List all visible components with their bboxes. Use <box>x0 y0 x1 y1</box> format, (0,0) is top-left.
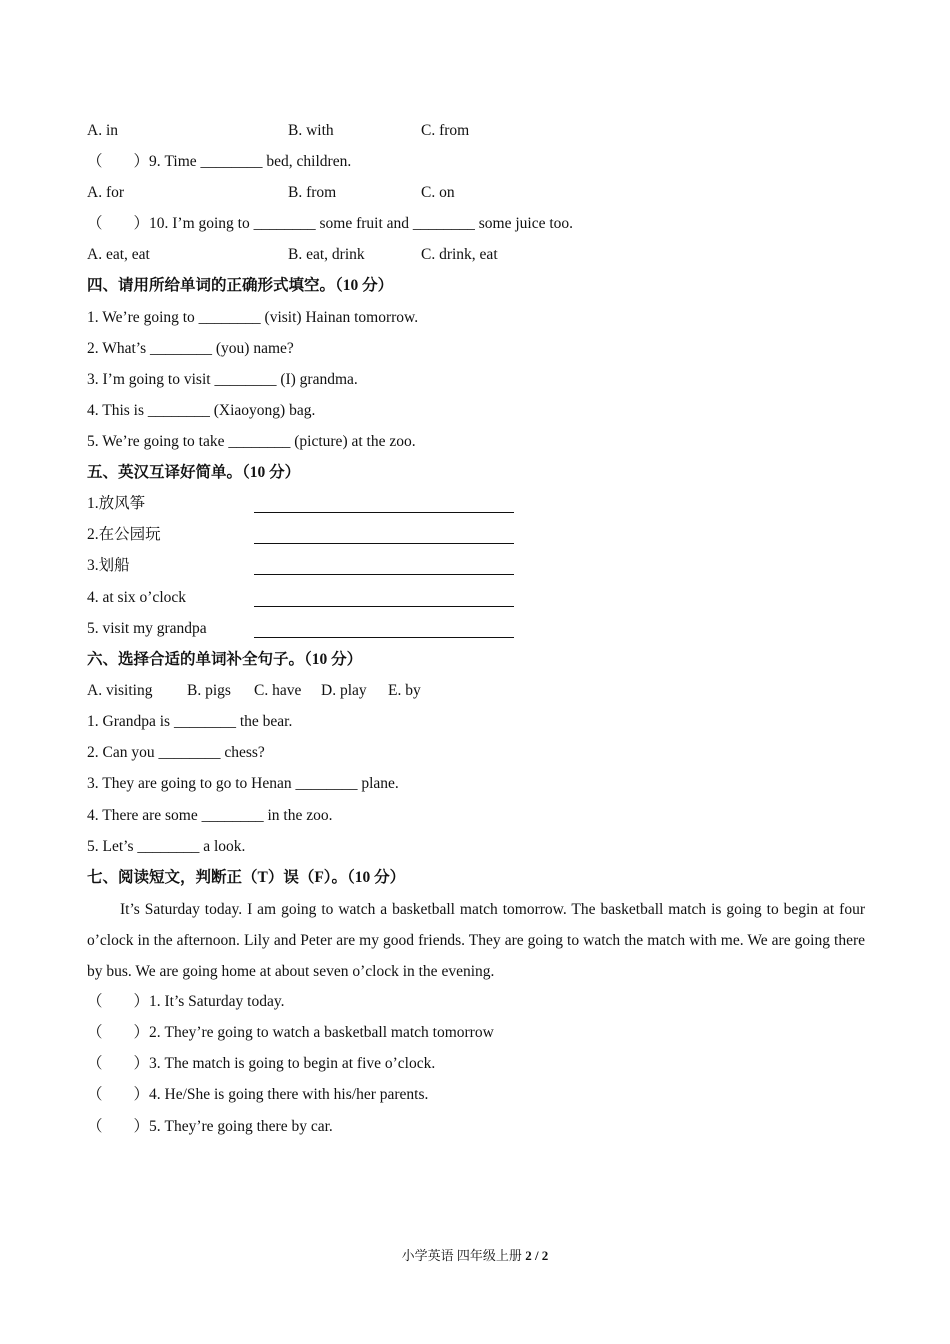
section4-heading: 四、请用所给单词的正确形式填空。（10 分） <box>87 277 394 294</box>
q8-option-c: C. from <box>421 122 470 139</box>
answer-line <box>254 637 514 638</box>
page-number: 2 / 2 <box>525 1248 549 1263</box>
q10-stem: （ ）10. I’m going to ________ some fruit and ________ some juice too. <box>87 215 574 232</box>
q9-option-b: B. from <box>288 184 337 201</box>
judgement-item: （ ）4. He/She is going there with his/her parents. <box>87 1086 429 1103</box>
q9-stem: （ ）9. Time ________ bed, children. <box>87 153 352 170</box>
section7-heading: 七、阅读短文，判断正（T）误（F）。（10 分） <box>87 869 406 886</box>
section5-item: 5. visit my grandpa <box>87 620 207 637</box>
q9-option-c: C. on <box>421 184 455 201</box>
q10-option-c: C. drink, eat <box>421 246 498 263</box>
section6-item: 1. Grandpa is ________ the bear. <box>87 713 293 730</box>
section6-item: 4. There are some ________ in the zoo. <box>87 807 333 824</box>
q8-option-b: B. with <box>288 122 334 139</box>
section4-item: 4. This is ________ (Xiaoyong) bag. <box>87 402 316 419</box>
section5-heading: 五、英汉互译好简单。（10 分） <box>87 464 301 481</box>
footer-label: 小学英语 四年级上册 <box>401 1248 526 1263</box>
word-choice: D. play <box>321 682 367 699</box>
answer-line <box>254 543 514 544</box>
judgement-item: （ ）1. It’s Saturday today. <box>87 993 285 1010</box>
section4-item: 1. We’re going to ________ (visit) Hainan tomorrow. <box>87 309 419 326</box>
reading-passage: It’s Saturday today. I am going to watch a basketball match tomorrow. The basketball match is going to begin at four o’clock in the afternoon. Lily and Peter are my good friends. They are going to watch the match with me. We are going there by bus. We are going home at about seven o’clock in the evening. <box>87 901 865 980</box>
word-choice: A. visiting <box>87 682 153 699</box>
q8-option-a: A. in <box>87 122 118 139</box>
section4-item: 2. What’s ________ (you) name? <box>87 340 294 357</box>
judgement-item: （ ）3. The match is going to begin at five o’clock. <box>87 1055 436 1072</box>
section4-item: 5. We’re going to take ________ (picture) at the zoo. <box>87 433 416 450</box>
q10-option-b: B. eat, drink <box>288 246 365 263</box>
section6-item: 2. Can you ________ chess? <box>87 744 265 761</box>
judgement-item: （ ）2. They’re going to watch a basketball match tomorrow <box>87 1024 494 1041</box>
section5-item: 3.划船 <box>87 557 130 574</box>
page-footer <box>0 1247 950 1265</box>
section4-item: 3. I’m going to visit ________ (I) grandma. <box>87 371 358 388</box>
word-choice: E. by <box>388 682 421 699</box>
section6-heading: 六、选择合适的单词补全句子。（10 分） <box>87 651 363 668</box>
section5-item: 2.在公园玩 <box>87 526 161 543</box>
answer-line <box>254 574 514 575</box>
section6-item: 5. Let’s ________ a look. <box>87 838 246 855</box>
section5-item: 4. at six o’clock <box>87 589 187 606</box>
answer-line <box>254 606 514 607</box>
q10-option-a: A. eat, eat <box>87 246 150 263</box>
section5-item: 1.放风筝 <box>87 495 146 512</box>
word-choice: C. have <box>254 682 302 699</box>
word-choice: B. pigs <box>187 682 231 699</box>
judgement-item: （ ）5. They’re going there by car. <box>87 1118 333 1135</box>
answer-line <box>254 512 514 513</box>
q9-option-a: A. for <box>87 184 125 201</box>
section6-item: 3. They are going to go to Henan ________ plane. <box>87 775 399 792</box>
